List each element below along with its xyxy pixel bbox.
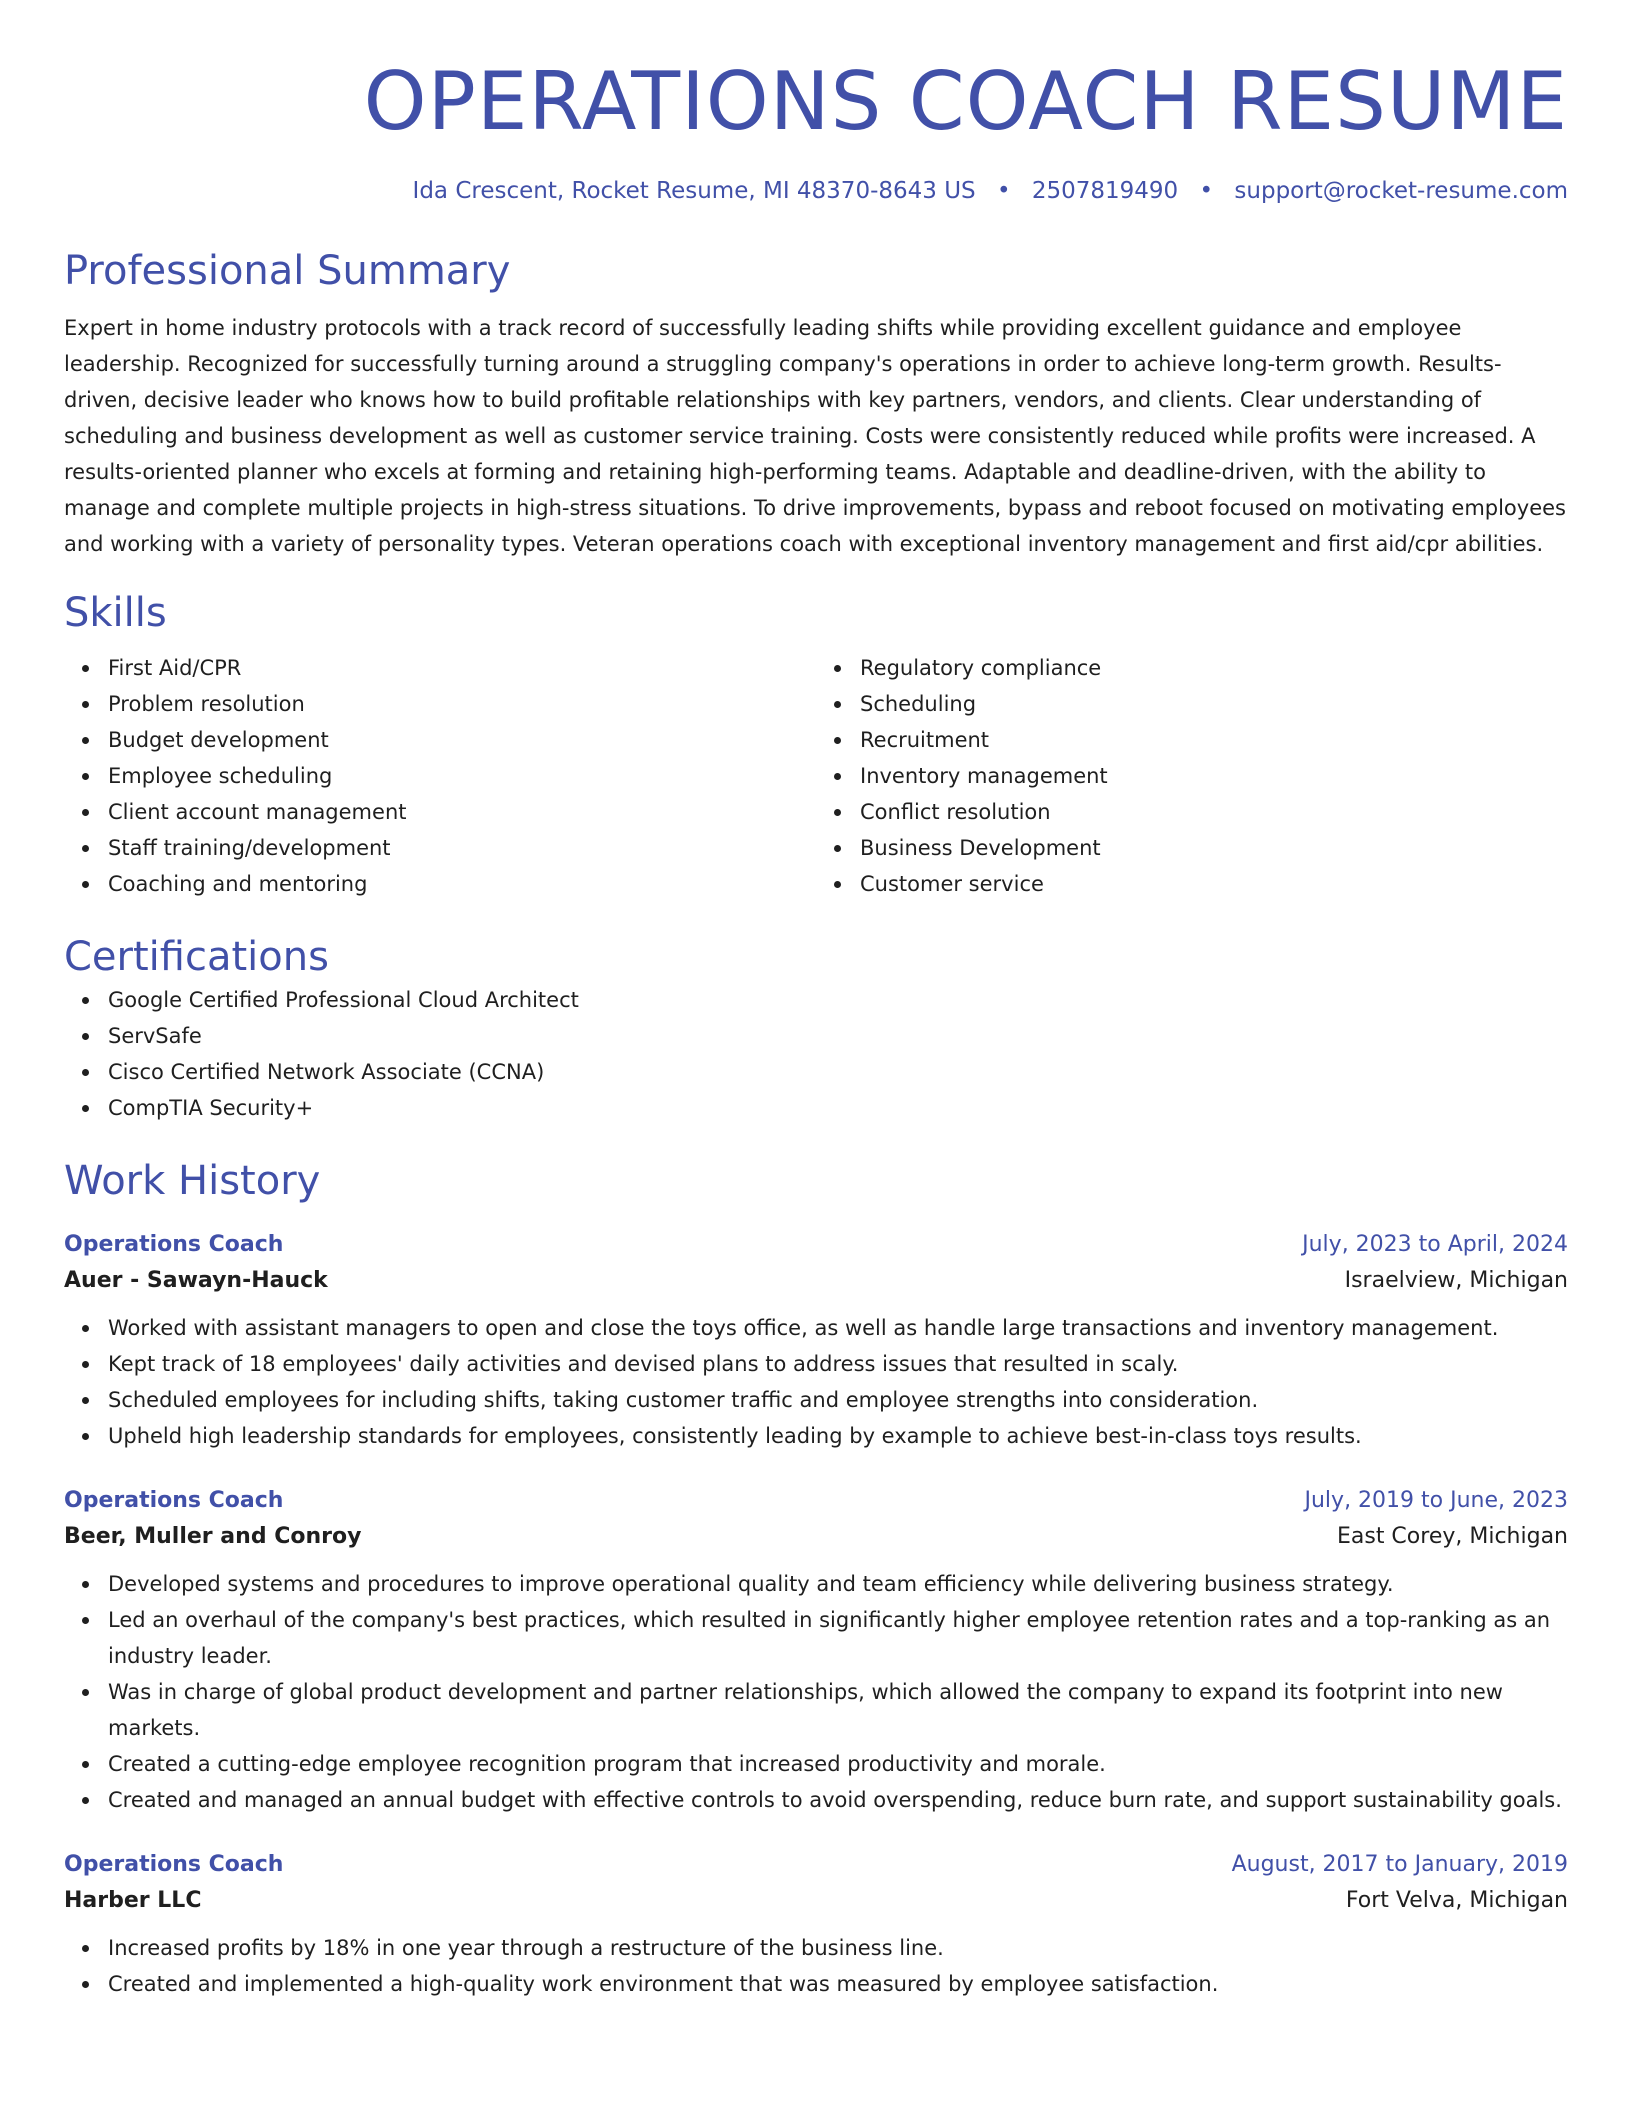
certification-item: Google Certified Professional Cloud Architect — [108, 982, 1568, 1018]
job-bullet: Increased profits by 18% in one year through a restructure of the business line. — [108, 1930, 1568, 1966]
contact-separator: • — [996, 178, 1011, 204]
skill-item: Budget development — [108, 722, 816, 758]
skill-item: Inventory management — [860, 758, 1568, 794]
skill-item: Coaching and mentoring — [108, 866, 816, 902]
job-title: Operations Coach — [64, 1488, 284, 1513]
job-bullet: Kept track of 18 employees' daily activities and devised plans to address issues that resulted in scaly. — [108, 1346, 1568, 1382]
job-entry — [64, 1228, 1568, 1454]
section-title-summary: Professional Summary — [64, 248, 511, 294]
certifications-list — [64, 982, 1568, 1126]
job-bullet: Upheld high leadership standards for employees, consistently leading by example to achieve best-in-class toys results. — [108, 1418, 1568, 1454]
job-bullet: Developed systems and procedures to improve operational quality and team efficiency while delivering business strategy. — [108, 1566, 1568, 1602]
contact-separator: • — [1199, 178, 1214, 204]
certification-item: CompTIA Security+ — [108, 1090, 1568, 1126]
skill-item: Regulatory compliance — [860, 650, 1568, 686]
summary-text: Expert in home industry protocols with a track record of successfully leading shifts while providing excellent guidance and employee leadership. Recognized for successfully turning around a struggling company's operations in order to achieve long-term growth. Results-driven, decisive leader who knows how to build profitable relationships with key partners, vendors, and clients. Clear understanding of scheduling and business development as well as customer service training. Costs were consistently reduced while profits were increased. A results-oriented planner who excels at forming and retaining high-performing teams. Adaptable and deadline-driven, with the ability to manage and complete multiple projects in high-stress situations. To drive improvements, bypass and reboot focused on motivating employees and working with a variety of personality types. Veteran operations coach with exceptional inventory management and first aid/cpr abilities. — [64, 316, 1566, 556]
skill-item: First Aid/CPR — [108, 650, 816, 686]
contact-email: support@rocket-resume.com — [1234, 178, 1568, 204]
job-header-row — [64, 1848, 1568, 1882]
job-title: Operations Coach — [64, 1232, 284, 1257]
skill-item: Recruitment — [860, 722, 1568, 758]
job-company-row — [64, 1882, 1568, 1920]
job-bullet: Created and implemented a high-quality work environment that was measured by employee satisfaction. — [108, 1966, 1568, 2002]
job-bullet: Was in charge of global product development and partner relationships, which allowed the company to expand its footprint into new markets. — [108, 1674, 1568, 1746]
certification-item: Cisco Certified Network Associate (CCNA) — [108, 1054, 1568, 1090]
skill-item: Problem resolution — [108, 686, 816, 722]
job-header-row — [64, 1484, 1568, 1518]
certification-item: ServSafe — [108, 1018, 1568, 1054]
job-bullet: Scheduled employees for including shifts, taking customer traffic and employee strengths into consideration. — [108, 1382, 1568, 1418]
job-title: Operations Coach — [64, 1852, 284, 1877]
job-company-row — [64, 1518, 1568, 1556]
resume-title: OPERATIONS COACH RESUME — [363, 55, 1568, 148]
job-company: Auer - Sawayn-Hauck — [64, 1268, 328, 1293]
skill-item: Staff training/development — [108, 830, 816, 866]
section-title-skills: Skills — [64, 590, 167, 636]
skill-item: Scheduling — [860, 686, 1568, 722]
job-company-row — [64, 1262, 1568, 1300]
job-location: Fort Velva, Michigan — [1345, 1888, 1568, 1913]
skills-list-left — [64, 650, 816, 902]
skill-item: Customer service — [860, 866, 1568, 902]
section-title-work-history: Work History — [64, 1158, 321, 1204]
job-company: Beer, Muller and Conroy — [64, 1524, 362, 1549]
skill-item: Business Development — [860, 830, 1568, 866]
job-bullet: Led an overhaul of the company's best practices, which resulted in significantly higher employee retention rates and a top-ranking as an industry leader. — [108, 1602, 1568, 1674]
skill-item: Client account management — [108, 794, 816, 830]
job-company: Harber LLC — [64, 1888, 202, 1913]
skill-item: Conflict resolution — [860, 794, 1568, 830]
job-bullet: Created a cutting-edge employee recognition program that increased productivity and morale. — [108, 1746, 1568, 1782]
contact-line — [64, 176, 1568, 206]
job-bullets — [64, 1310, 1568, 1454]
job-bullet: Worked with assistant managers to open and close the toys office, as well as handle large transactions and inventory management. — [108, 1310, 1568, 1346]
job-bullets — [64, 1566, 1568, 1818]
contact-address: Ida Crescent, Rocket Resume, MI 48370-8643 US — [412, 178, 976, 204]
job-entry — [64, 1848, 1568, 2002]
job-location: Israelview, Michigan — [1344, 1268, 1568, 1293]
job-bullet: Created and managed an annual budget with effective controls to avoid overspending, reduce burn rate, and support sustainability goals. — [108, 1782, 1568, 1818]
section-title-certifications: Certifications — [64, 934, 329, 980]
job-dates: July, 2023 to April, 2024 — [1302, 1232, 1568, 1257]
skill-item: Employee scheduling — [108, 758, 816, 794]
job-dates: July, 2019 to June, 2023 — [1304, 1488, 1568, 1513]
job-bullets — [64, 1930, 1568, 2002]
skills-list-right — [816, 650, 1568, 902]
job-dates: August, 2017 to January, 2019 — [1231, 1852, 1568, 1877]
skills-grid — [64, 650, 1568, 902]
contact-phone: 2507819490 — [1031, 178, 1179, 204]
job-header-row — [64, 1228, 1568, 1262]
job-location: East Corey, Michigan — [1336, 1524, 1568, 1549]
job-entry — [64, 1484, 1568, 1818]
resume-page — [64, 0, 1568, 2002]
